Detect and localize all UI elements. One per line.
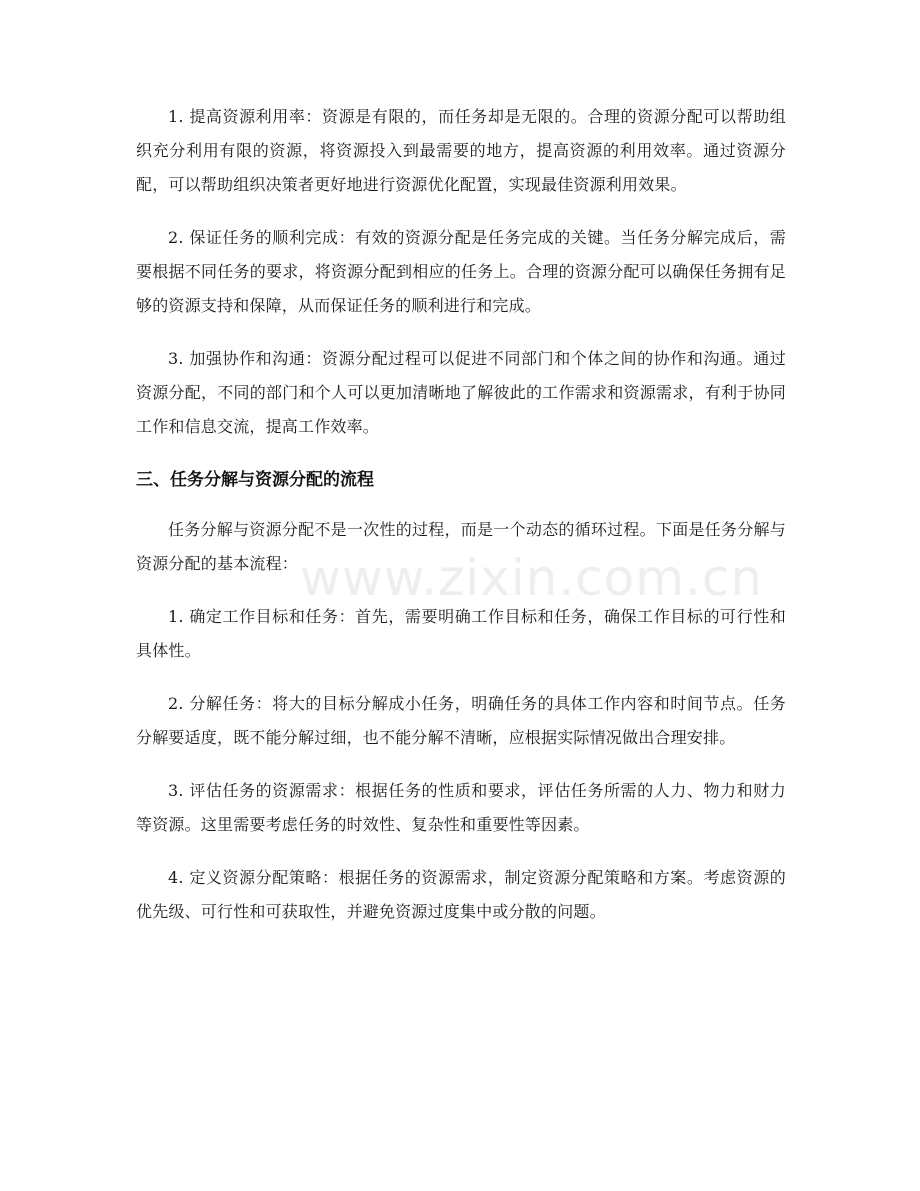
paragraph-improve-utilization: 1. 提高资源利用率：资源是有限的，而任务却是无限的。合理的资源分配可以帮助组织充分利用有限的资源，将资源投入到最需要的地方，提高资源的利用效率。通过资源分配，可以帮助组织决策者更好地进行资源优化配置，实现最佳资源利用效果。 <box>136 107 786 194</box>
paragraph-ensure-completion: 2. 保证任务的顺利完成：有效的资源分配是任务完成的关键。当任务分解完成后，需要根据不同任务的要求，将资源分配到相应的任务上。合理的资源分配可以确保任务拥有足够的资源支持和保障，从而保证任务的顺利进行和完成。 <box>136 228 786 315</box>
section-heading-process: 三、任务分解与资源分配的流程 <box>136 470 374 490</box>
paragraph-step-assess-needs: 3. 评估任务的资源需求：根据任务的性质和要求，评估任务所需的人力、物力和财力等资源。这里需要考虑任务的时效性、复杂性和重要性等因素。 <box>136 781 786 834</box>
watermark: www.zixin.com.cn <box>300 549 764 607</box>
paragraph-step-allocation-strategy: 4. 定义资源分配策略：根据任务的资源需求，制定资源分配策略和方案。考虑资源的优先级、可行性和可获取性，并避免资源过度集中或分散的问题。 <box>136 868 786 921</box>
paragraph-strengthen-collaboration: 3. 加强协作和沟通：资源分配过程可以促进不同部门和个体之间的协作和沟通。通过资源分配，不同的部门和个人可以更加清晰地了解彼此的工作需求和资源需求，有利于协同工作和信息交流，提高工作效率。 <box>136 349 786 436</box>
paragraph-process-intro: 任务分解与资源分配不是一次性的过程，而是一个动态的循环过程。下面是任务分解与资源分配的基本流程： <box>136 520 786 573</box>
paragraph-step-define-goals: 1. 确定工作目标和任务：首先，需要明确工作目标和任务，确保工作目标的可行性和具体性。 <box>136 607 786 660</box>
document-body <box>136 100 786 948</box>
paragraph-step-decompose: 2. 分解任务：将大的目标分解成小任务，明确任务的具体工作内容和时间节点。任务分解要适度，既不能分解过细，也不能分解不清晰，应根据实际情况做出合理安排。 <box>136 694 786 747</box>
